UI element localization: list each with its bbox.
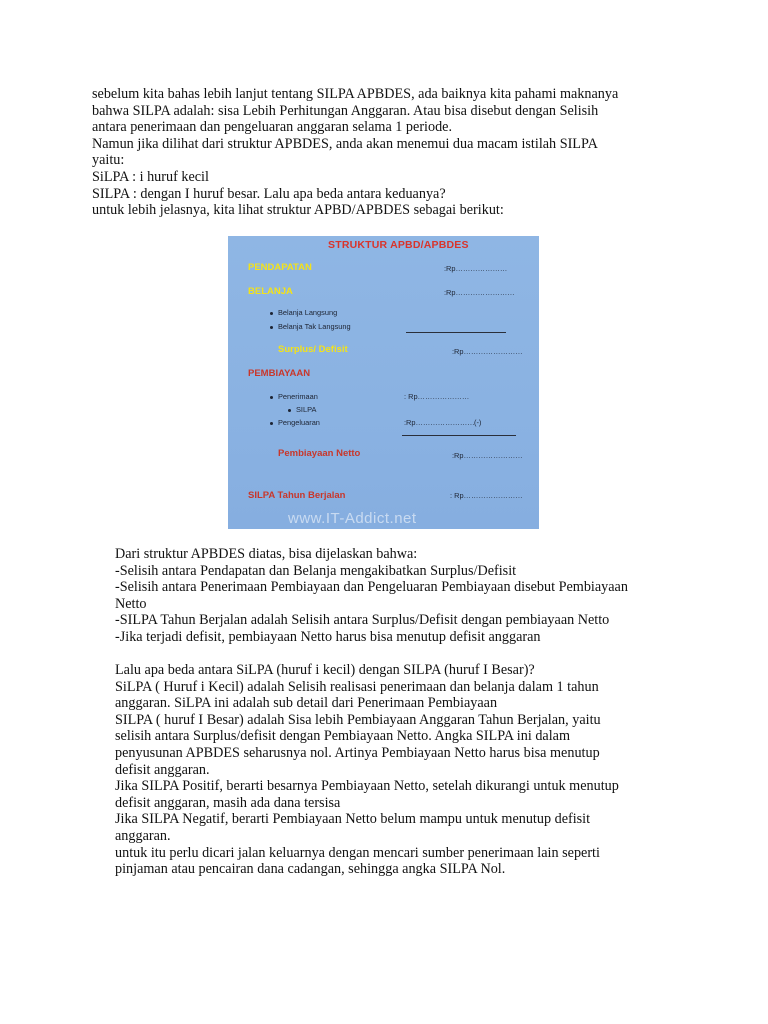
intro-line: bahwa SILPA adalah: sisa Lebih Perhitungan Anggaran. Atau bisa disebut dengan Selisih (92, 102, 599, 119)
pendapatan-rp: :Rp………………… (444, 264, 508, 273)
belanja-rp: :Rp…………………… (444, 288, 515, 297)
penerimaan-label: Penerimaan (278, 392, 318, 401)
penerimaan-rp: : Rp………………… (404, 392, 470, 401)
surplus-defisit-rp: :Rp…………………… (452, 347, 523, 356)
intro-line: Namun jika dilihat dari struktur APBDES, anda akan menemui dua macam istilah SILPA (92, 135, 598, 152)
diff-line: penyusunan APBDES seharusnya nol. Artinya Pembiayaan Netto harus bisa menutup (115, 744, 600, 761)
belanja-langsung-label: Belanja Langsung (278, 308, 338, 317)
intro-line: SILPA : dengan I huruf besar. Lalu apa beda antara keduanya? (92, 185, 446, 202)
bullet-icon (270, 422, 273, 425)
bullet-icon (270, 396, 273, 399)
explain-line: -Jika terjadi defisit, pembiayaan Netto harus bisa menutup defisit anggaran (115, 628, 541, 645)
silpa-tahun-berjalan-rp: : Rp…………………… (450, 491, 523, 500)
diff-line: SILPA ( huruf I Besar) adalah Sisa lebih Pembiayaan Anggaran Tahun Berjalan, yaitu (115, 711, 601, 728)
explanation-paragraph (115, 546, 628, 646)
diff-line: Jika SILPA Positif, berarti besarnya Pembiayaan Netto, setelah dikurangi untuk menutup (115, 778, 619, 795)
apbdes-structure-figure (228, 236, 539, 529)
diff-line: Jika SILPA Negatif, berarti Pembiayaan Netto belum mampu untuk menutup defisit (115, 811, 591, 828)
diff-line: defisit anggaran, masih ada dana tersisa (115, 794, 341, 811)
explain-line: -Selisih antara Penerimaan Pembiayaan dan Pengeluaran Pembiayaan disebut Pembiayaan (115, 579, 628, 596)
penerimaan-item (270, 392, 318, 401)
diff-line: anggaran. SiLPA ini adalah sub detail dari Penerimaan Pembiayaan (115, 695, 498, 712)
diff-line: anggaran. (115, 827, 171, 844)
watermark: www.IT-Addict.net (288, 510, 417, 527)
explain-line: Dari struktur APBDES diatas, bisa dijelaskan bahwa: (115, 546, 418, 562)
subtotal-rule (406, 332, 506, 333)
silpa-sub-item (288, 405, 316, 414)
surplus-defisit-label: Surplus/ Defisit (278, 344, 348, 355)
silpa-tahun-berjalan-label: SILPA Tahun Berjalan (248, 490, 346, 501)
explain-line: Netto (115, 595, 147, 612)
belanja-langsung-item (270, 308, 337, 317)
belanja-tak-langsung-label: Belanja Tak Langsung (278, 322, 351, 331)
explain-line: -Selisih antara Pendapatan dan Belanja mengakibatkan Surplus/Defisit (115, 562, 517, 579)
figure-title: STRUKTUR APBD/APBDES (328, 239, 469, 251)
diff-line: defisit anggaran. (115, 761, 210, 778)
pembiayaan-rule (402, 435, 516, 436)
intro-line: SiLPA : i huruf kecil (92, 168, 209, 185)
intro-line: yaitu: (92, 152, 125, 169)
pembiayaan-label: PEMBIAYAAN (248, 368, 311, 379)
pendapatan-label: PENDAPATAN (248, 262, 312, 273)
pengeluaran-item (270, 418, 320, 427)
bullet-icon (270, 326, 273, 329)
intro-paragraph (92, 86, 618, 219)
diff-line: selisih antara Surplus/defisit dengan Pembiayaan Netto. Angka SILPA ini dalam (115, 728, 570, 745)
pembiayaan-netto-rp: :Rp…………………… (452, 451, 523, 460)
pembiayaan-netto-label: Pembiayaan Netto (278, 448, 361, 459)
intro-line: antara penerimaan dan pengeluaran anggaran selama 1 periode. (92, 119, 453, 136)
intro-line: sebelum kita bahas lebih lanjut tentang SILPA APBDES, ada baiknya kita pahami maknanya (92, 86, 619, 102)
pengeluaran-rp: :Rp…………………… (404, 418, 475, 427)
bullet-icon (288, 409, 291, 412)
silpa-sub-label: SILPA (296, 405, 317, 414)
pengeluaran-label: Pengeluaran (278, 418, 320, 427)
explain-line: -SILPA Tahun Berjalan adalah Selisih antara Surplus/Defisit dengan pembiayaan Netto (115, 612, 610, 629)
diff-line: Lalu apa beda antara SiLPA (huruf i kecil) dengan SILPA (huruf I Besar)? (115, 662, 535, 678)
diff-line: untuk itu perlu dicari jalan keluarnya dengan mencari sumber penerimaan lain seperti (115, 844, 600, 861)
belanja-label: BELANJA (248, 286, 293, 297)
belanja-tak-langsung-item (270, 322, 351, 331)
difference-paragraph (115, 662, 619, 878)
bullet-icon (270, 312, 273, 315)
diff-line: SiLPA ( Huruf i Kecil) adalah Selisih realisasi penerimaan dan belanja dalam 1 tahun (115, 678, 599, 695)
diff-line: pinjaman atau pencairan dana cadangan, sehingga angka SILPA Nol. (115, 861, 506, 878)
minus-sign: (-) (474, 418, 482, 427)
intro-line: untuk lebih jelasnya, kita lihat struktur APBD/APBDES sebagai berikut: (92, 202, 504, 219)
